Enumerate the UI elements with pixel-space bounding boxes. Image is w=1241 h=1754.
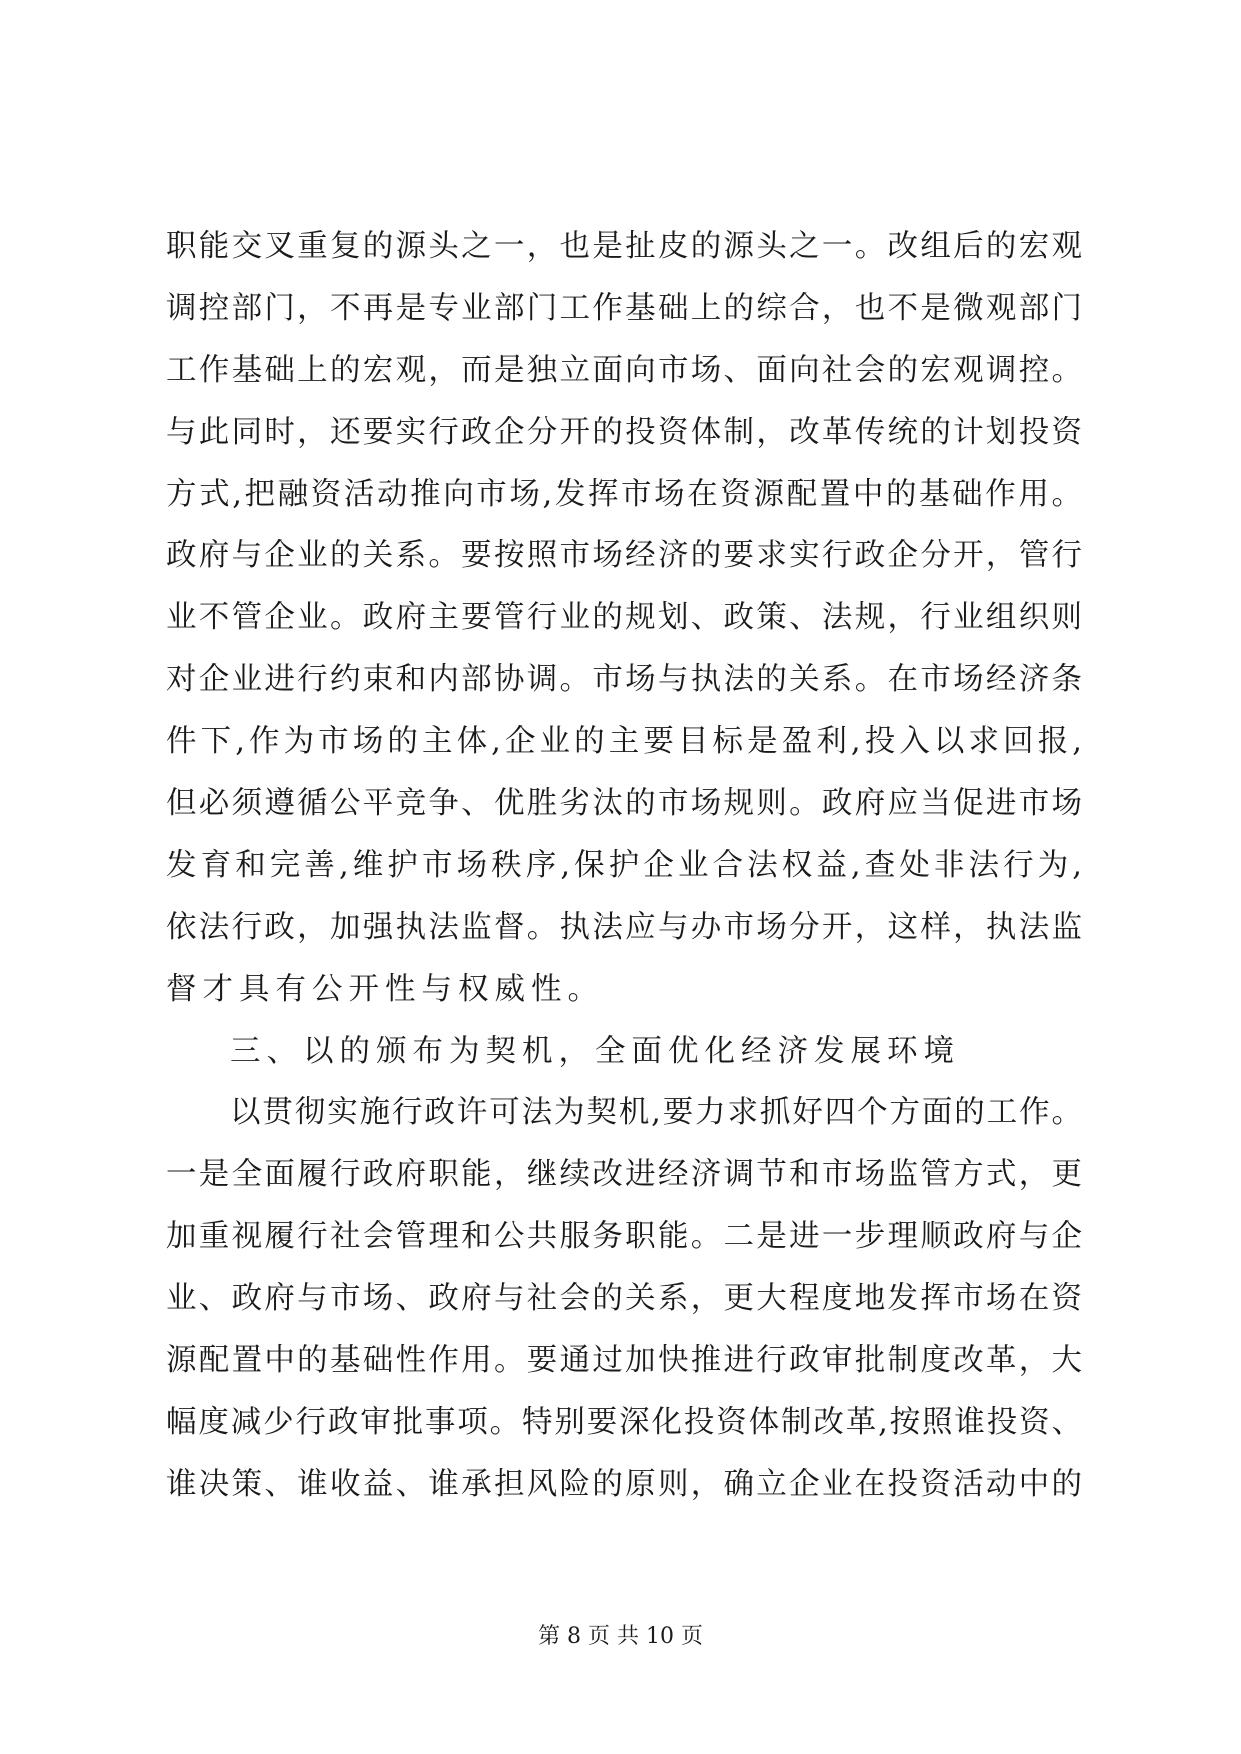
section-heading: 三、以的颁布为契机，全面优化经济发展环境 xyxy=(230,1033,960,1069)
text-line: 工作基础上的宏观，而是独立面向市场、面向社会的宏观调控。 xyxy=(166,352,1082,388)
text-line: 依法行政，加强执法监督。执法应与办市场分开，这样，执法监 xyxy=(166,909,1082,945)
text-line: 业、政府与市场、政府与社会的关系，更大程度地发挥市场在资 xyxy=(166,1281,1082,1317)
page-number-footer: 第 8 页 共 10 页 xyxy=(538,1624,703,1649)
text-line: 政府与企业的关系。要按照市场经济的要求实行政企分开，管行 xyxy=(166,538,1082,574)
text-line: 幅度减少行政审批事项。特别要深化投资体制改革,按照谁投资、 xyxy=(166,1404,1082,1440)
text-line: 业不管企业。政府主要管行业的规划、政策、法规，行业组织则 xyxy=(166,600,1082,636)
text-line: 对企业进行约束和内部协调。市场与执法的关系。在市场经济条 xyxy=(166,662,1082,698)
paragraph-first-line: 以贯彻实施行政许可法为契机,要力求抓好四个方面的工作。 xyxy=(230,1095,1082,1131)
text-line: 谁决策、谁收益、谁承担风险的原则，确立企业在投资活动中的 xyxy=(166,1466,1082,1502)
text-line: 发育和完善,维护市场秩序,保护企业合法权益,查处非法行为, xyxy=(166,847,1082,883)
document-body xyxy=(166,229,1082,1532)
text-line: 一是全面履行政府职能，继续改进经济调节和市场监管方式，更 xyxy=(166,1157,1082,1193)
paragraph-last-line: 督才具有公开性与权威性。 xyxy=(166,971,604,1007)
text-line: 方式,把融资活动推向市场,发挥市场在资源配置中的基础作用。 xyxy=(166,476,1082,512)
text-line: 源配置中的基础性作用。要通过加快推进行政审批制度改革，大 xyxy=(166,1343,1082,1379)
text-line: 职能交叉重复的源头之一，也是扯皮的源头之一。改组后的宏观 xyxy=(166,229,1082,264)
text-line: 与此同时，还要实行政企分开的投资体制，改革传统的计划投资 xyxy=(166,414,1082,450)
text-line: 加重视履行社会管理和公共服务职能。二是进一步理顺政府与企 xyxy=(166,1219,1082,1255)
text-line: 但必须遵循公平竞争、优胜劣汰的市场规则。政府应当促进市场 xyxy=(166,786,1082,822)
text-line: 件下,作为市场的主体,企业的主要目标是盈利,投入以求回报, xyxy=(166,724,1082,760)
text-line: 调控部门，不再是专业部门工作基础上的综合，也不是微观部门 xyxy=(166,290,1082,326)
